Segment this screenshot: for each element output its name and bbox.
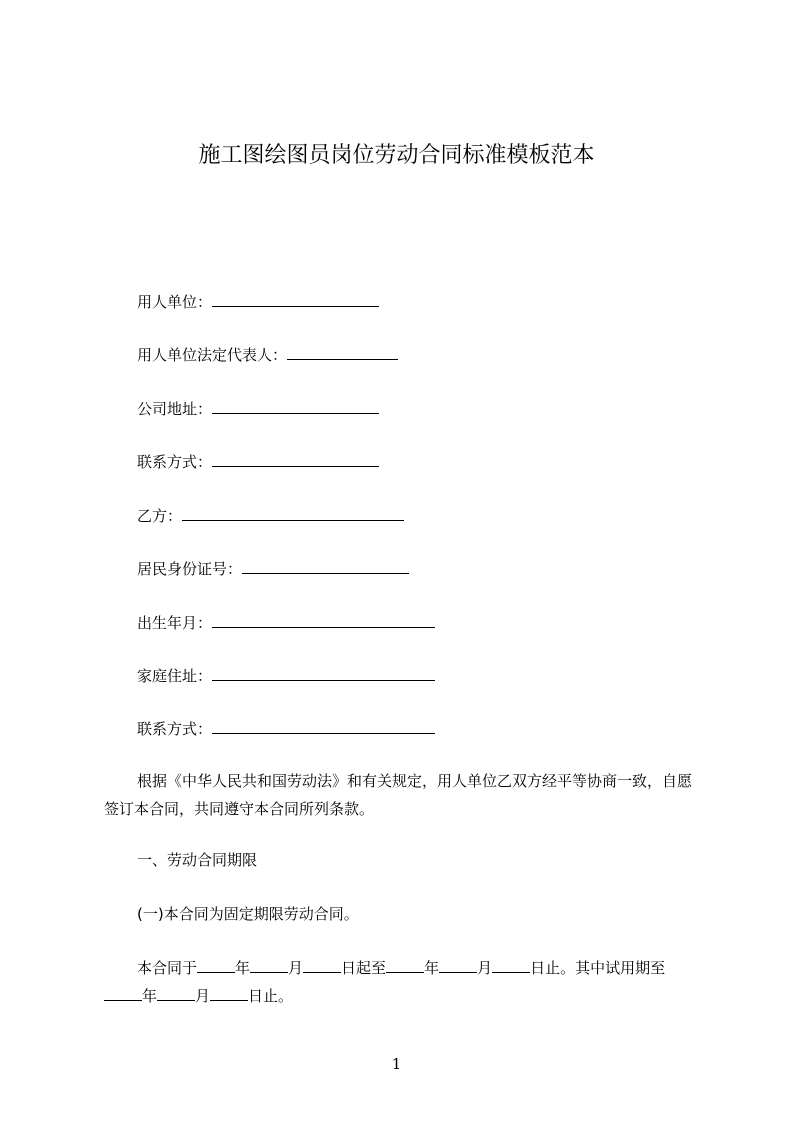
contact1-field — [137, 451, 379, 473]
intro-paragraph: 根据《中华人民共和国劳动法》和有关规定，用人单位乙双方经平等协商一致，自愿签订本合同，共同遵守本合同所列条款。 — [104, 772, 693, 818]
term-end-day-blank[interactable] — [492, 958, 530, 973]
employer-field — [137, 291, 379, 313]
birth-date-field — [137, 612, 435, 634]
term-line-1 — [137, 957, 665, 979]
home-address-label: 家庭住址： — [137, 667, 213, 685]
legal-rep-blank[interactable] — [287, 345, 398, 360]
contact1-blank[interactable] — [212, 452, 379, 467]
legal-rep-label: 用人单位法定代表人： — [137, 346, 288, 364]
term-to-label: 日止。其中试用期至 — [530, 959, 666, 977]
term-start-day-blank[interactable] — [303, 958, 341, 973]
probation-month-blank[interactable] — [157, 986, 195, 1001]
contact1-label: 联系方式： — [137, 453, 213, 471]
legal-rep-field — [137, 344, 398, 366]
contact2-blank[interactable] — [212, 719, 435, 734]
clause-1: (一)本合同为固定期限劳动合同。 — [137, 905, 359, 923]
page-number: 1 — [391, 1055, 402, 1073]
term-prefix: 本合同于 — [137, 959, 198, 977]
probation-month-label: 月 — [195, 987, 211, 1005]
probation-year-label: 年 — [142, 987, 158, 1005]
id-number-blank[interactable] — [242, 559, 409, 574]
party-b-label: 乙方： — [137, 507, 183, 525]
document-title: 施工图绘图员岗位劳动合同标准模板范本 — [198, 143, 595, 168]
company-address-label: 公司地址： — [137, 400, 213, 418]
company-address-field — [137, 398, 379, 420]
birth-date-blank[interactable] — [212, 613, 435, 628]
term-year-label: 年 — [235, 959, 251, 977]
birth-date-label: 出生年月： — [137, 614, 213, 632]
term-start-month-blank[interactable] — [250, 958, 288, 973]
party-b-field — [137, 505, 404, 527]
contact2-field — [137, 718, 435, 740]
section-heading: 一、劳动合同期限 — [137, 851, 258, 869]
probation-year-blank[interactable] — [104, 986, 142, 1001]
probation-end-label: 日止。 — [248, 987, 294, 1005]
employer-blank[interactable] — [212, 292, 379, 307]
home-address-field — [137, 665, 435, 687]
term-line-2 — [104, 985, 293, 1007]
employer-label: 用人单位： — [137, 293, 213, 311]
home-address-blank[interactable] — [212, 666, 435, 681]
probation-day-blank[interactable] — [210, 986, 248, 1001]
party-b-blank[interactable] — [182, 506, 404, 521]
term-month2-label: 月 — [477, 959, 493, 977]
term-end-year-blank[interactable] — [386, 958, 424, 973]
term-end-month-blank[interactable] — [439, 958, 477, 973]
company-address-blank[interactable] — [212, 399, 379, 414]
term-start-year-blank[interactable] — [197, 958, 235, 973]
term-from-label: 日起至 — [341, 959, 387, 977]
term-year2-label: 年 — [424, 959, 440, 977]
id-number-field — [137, 558, 409, 580]
term-month-label: 月 — [288, 959, 304, 977]
contact2-label: 联系方式： — [137, 720, 213, 738]
id-number-label: 居民身份证号： — [137, 560, 243, 578]
